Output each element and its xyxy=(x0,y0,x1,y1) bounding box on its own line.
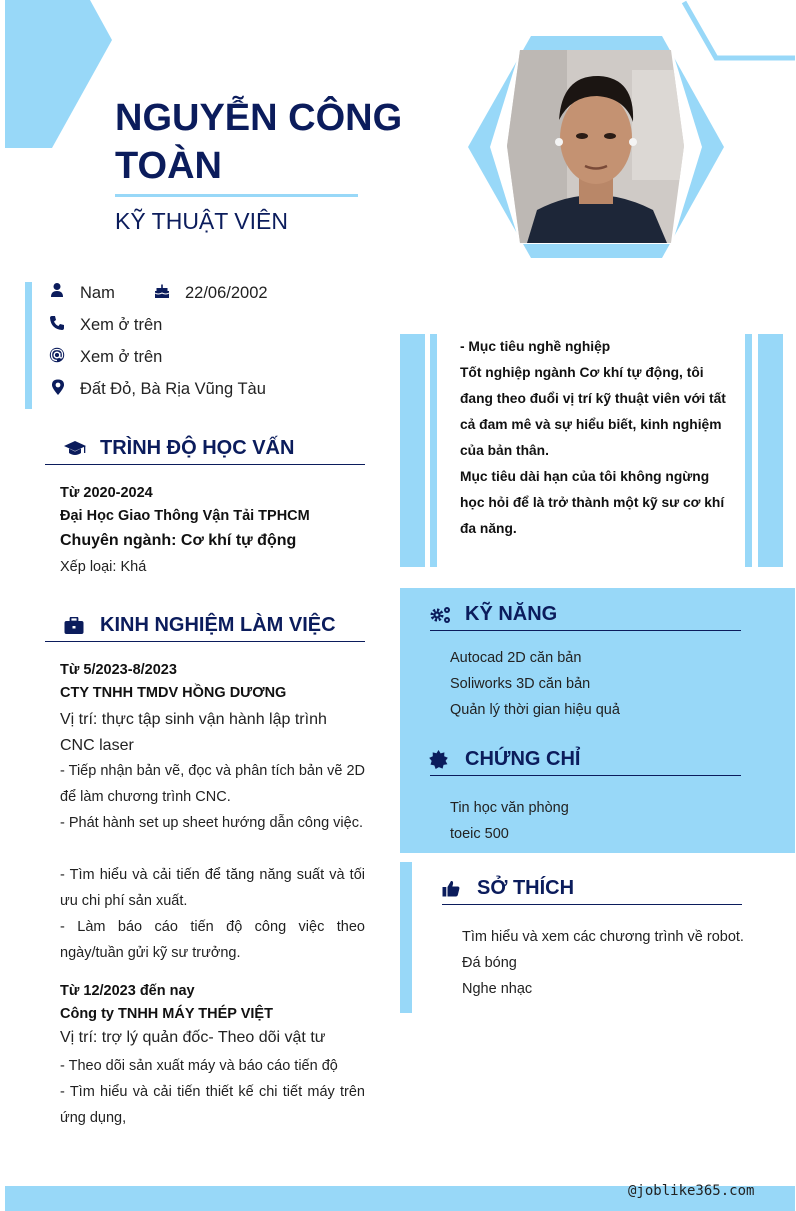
objective-right-bar xyxy=(758,334,783,567)
certificate-item: Tin học văn phòng xyxy=(450,800,569,816)
footer-website: @joblike365.com xyxy=(628,1183,755,1199)
gears-icon xyxy=(430,606,452,624)
cake-icon xyxy=(154,283,170,299)
job-1-duty: - Làm báo cáo tiến độ công việc theo ngày/tuần gửi kỹ sư trưởng. xyxy=(60,919,365,961)
job-title: KỸ THUẬT VIÊN xyxy=(115,208,288,234)
at-icon xyxy=(49,347,65,363)
skill-item: Autocad 2D căn bản xyxy=(450,650,582,666)
skills-heading: KỸ NĂNG xyxy=(465,603,558,625)
objective-right-thin-bar xyxy=(745,334,752,567)
certificates-rule xyxy=(430,775,741,776)
phone-icon xyxy=(49,315,65,331)
top-left-hexagon-shape xyxy=(5,0,112,148)
job-1-period: Từ 5/2023-8/2023 xyxy=(60,662,177,678)
profile-photo xyxy=(507,50,684,243)
objective-left-thin-bar xyxy=(430,334,437,567)
address-text: Đất Đỏ, Bà Rịa Vũng Tàu xyxy=(80,380,266,398)
objective-left-bar xyxy=(400,334,425,567)
hobby-item: Đá bóng xyxy=(462,955,517,971)
thumbs-up-icon xyxy=(442,880,460,897)
objective-paragraph: Mục tiêu dài hạn của tôi không ngừng học hỏi để là trở thành một kỹ sư cơ khí đa năng. xyxy=(460,469,725,536)
job-2-duty: - Tìm hiểu và cải tiến thiết kế chi tiết máy trên ứng dụng, xyxy=(60,1084,365,1126)
hobbies-rule xyxy=(442,904,742,905)
hobby-item: Nghe nhạc xyxy=(462,981,533,997)
education-heading: TRÌNH ĐỘ HỌC VẤN xyxy=(100,437,295,459)
job-1-position: Vị trí: thực tập sinh vận hành lập trình CNC laser xyxy=(60,711,327,754)
briefcase-icon xyxy=(64,617,84,635)
email-text: Xem ở trên xyxy=(80,348,163,366)
job-2-duty: - Theo dõi sản xuất máy và báo cáo tiến độ xyxy=(60,1058,338,1074)
skills-rule xyxy=(430,630,741,631)
top-right-corner-line xyxy=(684,2,795,58)
experience-heading: KINH NGHIỆM LÀM VIỆC xyxy=(100,614,336,636)
education-grade: Xếp loại: Khá xyxy=(60,559,147,575)
job-1-company: CTY TNHH TMDV HỒNG DƯƠNG xyxy=(60,685,287,701)
user-icon xyxy=(49,282,65,298)
map-pin-icon xyxy=(50,379,66,395)
certificates-heading: CHỨNG CHỈ xyxy=(465,748,581,770)
candidate-name: NGUYỄN CÔNG TOÀN xyxy=(115,97,403,187)
education-school: Đại Học Giao Thông Vận Tải TPHCM xyxy=(60,508,310,524)
job-2-company: Công ty TNHH MÁY THÉP VIỆT xyxy=(60,1006,273,1022)
job-2-position: Vị trí: trợ lý quản đốc- Theo dõi vật tư xyxy=(60,1029,326,1046)
certificate-item: toeic 500 xyxy=(450,826,509,842)
objective-heading: - Mục tiêu nghề nghiệp xyxy=(460,339,611,354)
job-2-period: Từ 12/2023 đến nay xyxy=(60,983,195,999)
hobbies-heading: SỞ THÍCH xyxy=(477,877,575,899)
objective-text xyxy=(460,334,726,542)
objective-paragraph: Tốt nghiệp ngành Cơ khí tự động, tôi đang theo đuổi vị trí kỹ thuật viên với tất cả đam mê và sự hiểu biết, kinh nghiệm của bản thân. xyxy=(460,365,726,458)
education-period: Từ 2020-2024 xyxy=(60,485,153,501)
hobbies-accent-bar xyxy=(400,862,412,1013)
job-1-duty: - Phát hành set up sheet hướng dẫn công việc. xyxy=(60,815,363,831)
birthday-text: 22/06/2002 xyxy=(185,284,268,302)
phone-text: Xem ở trên xyxy=(80,316,163,334)
job-1-duty: - Tìm hiểu và cải tiến để tăng năng suất và tối ưu chi phí sản xuất. xyxy=(60,867,365,909)
education-major: Chuyên ngành: Cơ khí tự động xyxy=(60,532,297,549)
experience-rule xyxy=(45,641,365,642)
skill-item: Quản lý thời gian hiệu quả xyxy=(450,702,620,718)
skill-item: Soliworks 3D căn bản xyxy=(450,676,591,692)
hobby-item: Tìm hiểu và xem các chương trình về robot. xyxy=(462,929,744,945)
job-1-duty: - Tiếp nhận bản vẽ, đọc và phân tích bản vẽ 2D để làm chương trình CNC. xyxy=(60,763,365,805)
gender-text: Nam xyxy=(80,284,115,302)
contact-accent-bar xyxy=(25,282,32,409)
certificate-icon xyxy=(429,750,448,769)
name-underline xyxy=(115,194,358,197)
education-rule xyxy=(45,464,365,465)
graduation-cap-icon xyxy=(63,440,87,458)
